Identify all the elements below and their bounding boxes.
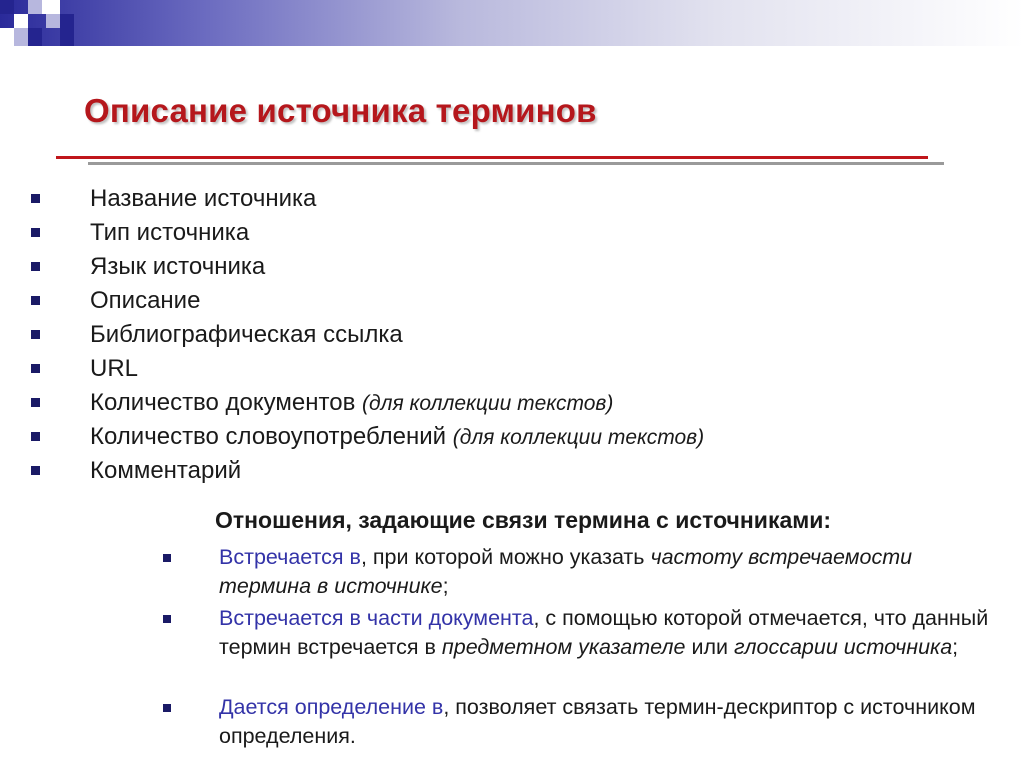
square-bullet-icon <box>31 194 40 203</box>
title-underline-red <box>56 156 928 159</box>
relation-term: Встречается в части документа <box>219 606 534 630</box>
decor-square <box>14 28 28 46</box>
field-label: Описание <box>90 287 201 314</box>
field-label: Библиографическая ссылка <box>90 321 403 348</box>
square-bullet-icon <box>31 364 40 373</box>
square-bullet-icon <box>31 228 40 237</box>
decor-square <box>60 14 74 46</box>
field-label: Количество словоупотреблений <box>90 423 447 450</box>
slide-title: Описание источника терминов <box>84 92 597 129</box>
relations-heading: Отношения, задающие связи термина с источниками: <box>215 507 832 533</box>
relation-emphasis: частоту встречаемости термина в источнике <box>219 545 913 598</box>
decor-square <box>0 0 14 14</box>
relation-desc: ; <box>442 574 449 598</box>
list-item <box>0 420 1000 454</box>
relation-term: Встречается в <box>219 545 361 569</box>
relation-text <box>219 693 1009 751</box>
field-label: Комментарий <box>90 457 242 484</box>
list-item <box>0 386 1000 420</box>
field-label: Количество документов <box>90 389 356 416</box>
list-item <box>0 284 1000 318</box>
list-item <box>0 250 1000 284</box>
relation-desc: , с помощью которой отмечается, что данный термин встречается в <box>219 606 989 659</box>
relation-desc: , позволяет связать термин-дескриптор с источником определения. <box>219 695 976 748</box>
field-note: (для коллекции текстов) <box>362 392 614 415</box>
square-bullet-icon <box>31 398 40 407</box>
square-bullet-icon <box>31 330 40 339</box>
square-bullet-icon <box>31 432 40 441</box>
field-label: URL <box>90 355 139 382</box>
field-label-with-note <box>90 386 613 421</box>
list-item <box>0 182 1000 216</box>
relation-desc: ; <box>952 635 959 659</box>
relation-text <box>219 604 1009 662</box>
decor-square <box>46 14 60 28</box>
field-label: Тип источника <box>90 219 250 246</box>
field-label: Язык источника <box>90 253 266 280</box>
square-bullet-icon <box>163 704 171 712</box>
list-item <box>0 352 1000 386</box>
list-item <box>0 318 1000 352</box>
field-note: (для коллекции текстов) <box>452 426 705 449</box>
relation-emphasis: глоссарии источника <box>734 635 953 659</box>
list-item <box>0 216 1000 250</box>
square-bullet-icon <box>31 466 40 475</box>
field-label: Название источника <box>90 185 317 212</box>
square-bullet-icon <box>163 554 171 562</box>
decor-square <box>42 0 60 14</box>
square-bullet-icon <box>31 296 40 305</box>
relation-desc: или <box>685 635 735 659</box>
list-item <box>0 454 1000 488</box>
square-bullet-icon <box>163 615 171 623</box>
decor-square <box>0 28 14 46</box>
square-bullet-icon <box>31 262 40 271</box>
relation-desc: , при которой можно указать <box>360 545 651 569</box>
relation-emphasis: предметном указателе <box>441 635 686 659</box>
relation-text <box>219 543 1009 601</box>
title-underline-gray <box>88 162 944 165</box>
decor-square <box>28 0 42 14</box>
header-gradient-band <box>0 0 1024 46</box>
field-label-with-note <box>90 420 704 455</box>
decor-square <box>14 14 28 28</box>
decor-square <box>28 28 42 46</box>
relation-term: Дается определение в <box>219 695 444 719</box>
